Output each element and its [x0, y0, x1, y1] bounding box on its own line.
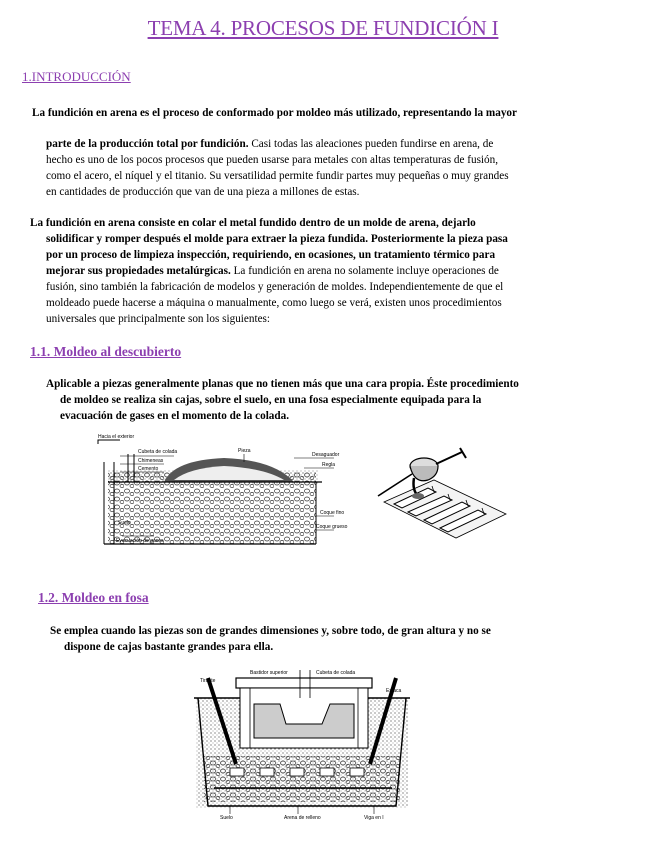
- intro-p2-line3: por un proceso de limpieza inspección, requiriendo, en ocasiones, un tratamiento térmico para: [46, 249, 496, 261]
- moldeo-fosa-diagram: [190, 664, 414, 820]
- intro-p1-bold: parte de la producción total por fundición.: [46, 138, 249, 150]
- s1-line1: Aplicable a piezas generalmente planas que no tienen más que una cara propia. Éste procedimiento: [46, 378, 519, 390]
- fig3-label-bastidor: Bastidor superior: [250, 670, 288, 676]
- fig3-label-arena: Arena de relleno: [284, 815, 321, 820]
- fig1-label-evacuacion: Evacuación de gases: [116, 538, 164, 544]
- fig3-label-suelo: Suelo: [220, 815, 233, 820]
- intro-p1-line3: hecho es uno de los pocos procesos que pueden usarse para metales con altas temperaturas de fusión,: [46, 154, 499, 166]
- intro-p1-line1: La fundición en arena es el proceso de conformado por moldeo más utilizado, representando la mayor: [32, 107, 517, 119]
- intro-p1-line2: [46, 137, 493, 153]
- intro-p2-line7: universales que principalmente son los siguientes:: [46, 313, 271, 325]
- intro-p2-line6: moldeado puede hacerse a máquina o manualmente, como luego se verá, existen unos procedimientos: [46, 297, 502, 309]
- fig1-label-coque-fino: Coque fino: [320, 510, 345, 516]
- intro-p1-rest: Casi todas las aleaciones pueden fundirse en arena, de: [248, 138, 494, 150]
- intro-p2-bold: mejorar sus propiedades metalúrgicas.: [46, 265, 231, 277]
- fig3-label-estaca: Estaca: [386, 688, 402, 694]
- fig1-label-suelo: Suelo: [118, 520, 131, 526]
- intro-p1-line5: en cantidades de producción que van de una pieza a millones de estas.: [46, 186, 360, 198]
- fig1-label-coque-grueso: Coque grueso: [316, 524, 348, 530]
- s2-line2: dispone de cajas bastante grandes para ella.: [64, 641, 274, 653]
- intro-p2-line5: fusión, sino también la fabricación de modelos y generación de moldes. Independientemente de que el: [46, 281, 504, 293]
- section-heading-moldeo-descubierto: 1.1. Moldeo al descubierto: [30, 344, 182, 359]
- intro-p2-rest: La fundición en arena no solamente incluye operaciones de: [230, 265, 499, 277]
- section-heading-introduccion: 1.INTRODUCCIÓN: [22, 69, 131, 84]
- fig1-label-chimeneas: Chimeneas: [138, 458, 164, 464]
- fig1-label-desaguador: Desaguador: [312, 452, 340, 458]
- fig3-label-viga: Viga en I: [364, 815, 384, 820]
- s1-line2: de moldeo se realiza sin cajas, sobre el suelo, en una fosa especialmente equipada para la: [60, 394, 482, 406]
- fig1-label-cemento: Cemento: [138, 466, 159, 472]
- intro-p2-line2: solidificar y romper después el molde para extraer la pieza fundida. Posteriormente la pieza pasa: [46, 233, 508, 245]
- s2-line1: Se emplea cuando las piezas son de grandes dimensiones y, sobre todo, de gran altura y no se: [50, 625, 491, 637]
- intro-p2-line1: La fundición en arena consiste en colar el metal fundido dentro de un molde de arena, dejarlo: [30, 217, 476, 229]
- fig1-label-cubeta: Cubeta de colada: [138, 449, 178, 455]
- s1-line3: evacuación de gases en el momento de la colada.: [60, 410, 290, 422]
- fig1-label-pieza: Pieza: [238, 448, 251, 454]
- fig1-label-hacia-exterior: Hacia el exterior: [98, 434, 135, 440]
- section-heading-moldeo-fosa: 1.2. Moldeo en fosa: [38, 590, 149, 605]
- intro-p1-line4: como el acero, el níquel y el titanio. Su versatilidad permite fundir partes muy pequeñas o muy grandes: [46, 170, 509, 182]
- fig3-label-cubeta: Cubeta de colada: [316, 670, 356, 676]
- intro-p2-line4: [46, 264, 499, 280]
- fig1-label-regla: Regla: [322, 462, 336, 468]
- colada-cuchara-diagram: [374, 440, 508, 540]
- moldeo-descubierto-diagram: [94, 432, 356, 552]
- fig3-label-tirante: Tirante: [200, 678, 216, 684]
- page-title: TEMA 4. PROCESOS DE FUNDICIÓN I: [147, 16, 499, 40]
